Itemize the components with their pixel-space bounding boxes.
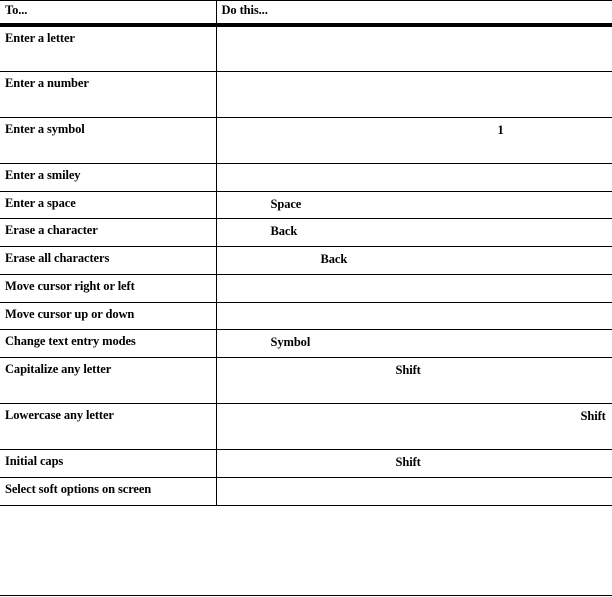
table-row [0, 164, 612, 192]
action-label: Lowercase any letter [5, 408, 114, 422]
row-do-cell [216, 72, 612, 118]
row-do-cell [216, 358, 612, 404]
row-to-cell [0, 303, 216, 330]
action-label: Erase a character [5, 223, 98, 237]
table-row [0, 358, 612, 404]
table-row [0, 330, 612, 358]
table-row [0, 478, 612, 506]
row-do-cell [216, 25, 612, 72]
row-do-cell [216, 247, 612, 275]
action-label: Enter a number [5, 76, 89, 90]
row-to-cell [0, 275, 216, 303]
row-to-cell [0, 164, 216, 192]
row-to-cell [0, 219, 216, 247]
bottom-rule [0, 595, 612, 596]
key-label: 1 [497, 123, 504, 137]
table-row [0, 247, 612, 275]
row-to-cell [0, 358, 216, 404]
action-label: Capitalize any letter [5, 362, 112, 376]
row-to-cell [0, 247, 216, 275]
action-label: Move cursor up or down [5, 307, 135, 321]
row-do-cell [216, 219, 612, 247]
table-row [0, 25, 612, 72]
table-row [0, 450, 612, 478]
row-to-cell [0, 192, 216, 219]
row-do-cell [216, 450, 612, 478]
action-label: Enter a space [5, 196, 76, 210]
row-do-cell [216, 164, 612, 192]
row-to-cell [0, 330, 216, 358]
row-to-cell [0, 72, 216, 118]
row-do-cell [216, 192, 612, 219]
table-row [0, 275, 612, 303]
table-row [0, 72, 612, 118]
table-row [0, 118, 612, 164]
key-label: Back [320, 252, 348, 266]
action-label: Select soft options on screen [5, 482, 152, 496]
row-to-cell [0, 118, 216, 164]
table-row [0, 404, 612, 450]
table-row [0, 219, 612, 247]
row-to-cell [0, 25, 216, 72]
key-label: Symbol [270, 335, 311, 349]
table-row [0, 192, 612, 219]
key-label: Space [270, 197, 302, 211]
header-to: To... [0, 0, 216, 25]
key-label: Back [270, 224, 298, 238]
row-to-cell [0, 404, 216, 450]
row-to-cell [0, 450, 216, 478]
table-row [0, 303, 612, 330]
row-do-cell [216, 275, 612, 303]
row-do-cell [216, 478, 612, 506]
action-label: Enter a smiley [5, 168, 81, 182]
row-to-cell [0, 478, 216, 506]
action-label: Move cursor right or left [5, 279, 135, 293]
action-label: Change text entry modes [5, 334, 136, 348]
row-do-cell [216, 330, 612, 358]
action-label: Enter a letter [5, 31, 75, 45]
key-label: Shift [395, 363, 421, 377]
table-header-row [0, 0, 612, 25]
row-do-cell [216, 303, 612, 330]
key-label: Shift [395, 455, 421, 469]
row-do-cell [216, 118, 612, 164]
action-label: Initial caps [5, 454, 64, 468]
action-label: Enter a symbol [5, 122, 85, 136]
action-label: Erase all characters [5, 251, 110, 265]
header-do: Do this... [216, 0, 612, 25]
key-label: Shift [580, 409, 606, 423]
row-do-cell [216, 404, 612, 450]
